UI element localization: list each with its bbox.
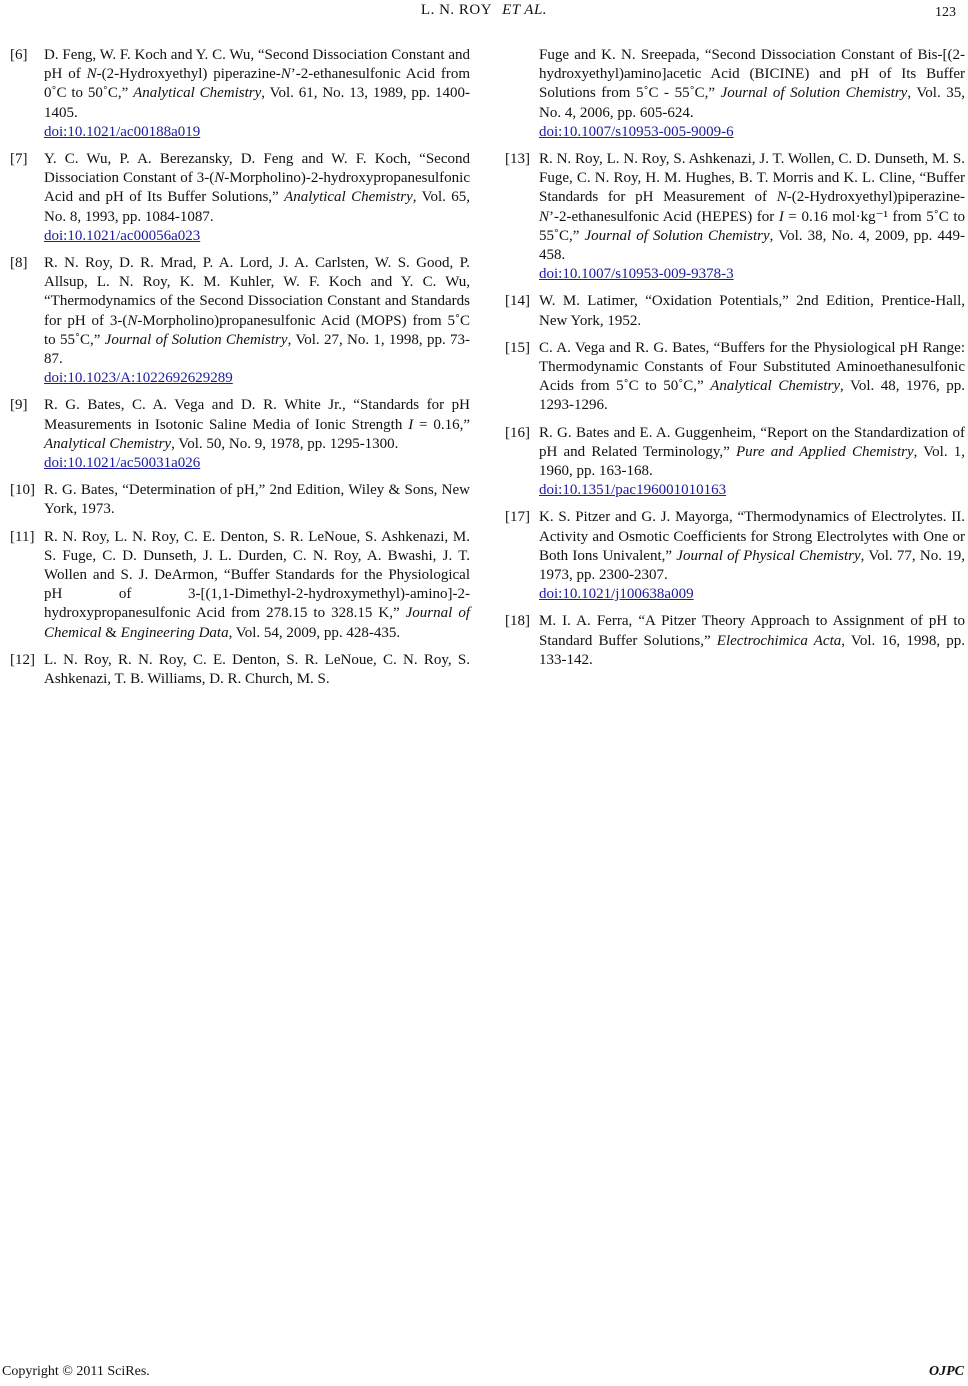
- reference-number: [12]: [10, 651, 35, 668]
- reference-plain-text: , Vol. 50, No. 9, 1978, pp. 1295-1300.: [171, 435, 399, 452]
- reference-plain-text: , Vol. 38, No. 4, 2009, pp. 449-458.: [539, 227, 965, 264]
- reference-entry: [10, 481, 470, 519]
- reference-plain-text: ’-2-ethanesulfonic Acid from 0˚C to 50˚C,”: [44, 66, 471, 102]
- reference-plain-text: -Morpholino)-2-hydroxypropanesulfonic Acid and pH of Its Buffer Solutions,”: [44, 170, 470, 206]
- reference-entry: [505, 46, 965, 142]
- reference-text: [539, 150, 965, 284]
- reference-plain-text: , Vol. 16, 1998, pp. 133-142.: [539, 632, 965, 668]
- running-head: [0, 2, 968, 19]
- reference-plain-text: -Morpholino)propanesulfonic Acid (MOPS) from 5˚C to 55˚C,”: [44, 312, 470, 348]
- reference-plain-text: R. G. Bates and E. A. Guggenheim, “Report on the Standardization of pH and Related Terminology,”: [539, 424, 965, 460]
- reference-text: [44, 46, 470, 142]
- reference-italic-text: Analytical Chemistry: [133, 85, 262, 102]
- reference-plain-text: R. G. Bates, “Determination of pH,” 2nd Edition, Wiley & Sons, New York, 1973.: [44, 482, 470, 518]
- reference-number: [9]: [10, 397, 28, 414]
- doi-link[interactable]: doi:10.1021/j100638a009: [539, 586, 694, 603]
- reference-plain-text: , Vol. 77, No. 19, 1973, pp. 2300-2307.: [539, 547, 965, 584]
- doi-link[interactable]: doi:10.1021/ac50031a026: [44, 455, 201, 472]
- doi-link[interactable]: doi:10.1021/ac00188a019: [44, 123, 201, 140]
- reference-text: [539, 292, 965, 330]
- reference-italic-text: N: [539, 208, 550, 225]
- reference-plain-text: = 0.16 mol·kg⁻¹ from 5˚C to 55˚C,”: [539, 208, 965, 244]
- doi-link[interactable]: doi:10.1007/s10953-005-9009-6: [539, 123, 734, 140]
- reference-plain-text: , Vol. 1, 1960, pp. 163-168.: [539, 443, 965, 480]
- reference-number: [15]: [505, 339, 530, 356]
- reference-plain-text: -(2-Hydroxyethyl)piperazine-: [786, 189, 965, 206]
- reference-italic-text: I: [408, 416, 414, 433]
- page-footer: [2, 1364, 964, 1380]
- reference-plain-text: R. G. Bates, C. A. Vega and D. R. White Jr., “Standards for pH Measurements in Isotonic Saline Media of Ionic Strength: [44, 397, 470, 433]
- reference-text: [44, 254, 470, 388]
- doi-link[interactable]: doi:10.1023/A:1022692629289: [44, 370, 233, 387]
- reference-entry: [505, 339, 965, 416]
- reference-number: [11]: [10, 528, 35, 545]
- reference-number: [10]: [10, 482, 35, 499]
- reference-entry: [10, 651, 470, 689]
- reference-italic-text: Analytical Chemistry: [284, 189, 413, 206]
- reference-plain-text: ’-2-ethanesulfonic Acid (HEPES) for: [549, 208, 779, 225]
- reference-number: [16]: [505, 424, 530, 441]
- copyright-notice: Copyright © 2011 SciRes.: [2, 1364, 150, 1379]
- reference-text: [44, 481, 470, 519]
- reference-italic-text: N: [127, 312, 138, 329]
- reference-entry: [505, 424, 965, 501]
- reference-plain-text: L. N. Roy, R. N. Roy, C. E. Denton, S. R. LeNoue, C. N. Roy, S. Ashkenazi, T. B. Williams, D. R. Church, M. S.: [44, 651, 470, 688]
- reference-plain-text: R. N. Roy, L. N. Roy, S. Ashkenazi, J. T. Wollen, C. D. Dunseth, M. S. Fuge, C. N. Roy, H. M. Hughes, B. T. Morris and K. L. Cline, “Buffer Standards for pH Measurement of: [539, 151, 965, 206]
- reference-italic-text: Journal of Solution Chemistry: [104, 331, 288, 348]
- reference-entry: [505, 292, 965, 330]
- doi-link[interactable]: doi:10.1351/pac196001010163: [539, 482, 727, 499]
- reference-italic-text: Engineering Data: [120, 624, 229, 641]
- reference-plain-text: , Vol. 27, No. 1, 1998, pp. 73-87.: [44, 331, 471, 368]
- reference-plain-text: K. S. Pitzer and G. J. Mayorga, “Thermodynamics of Electrolytes. II. Activity and Osmotic Coefficients for Strong Electrolytes with One or Both Ions Univalent,”: [539, 509, 965, 564]
- reference-italic-text: Analytical Chemistry: [44, 435, 172, 452]
- reference-plain-text: W. M. Latimer, “Oxidation Potentials,” 2nd Edition, Prentice-Hall, New York, 1952.: [539, 293, 965, 329]
- running-head-authors: L. N. ROY: [420, 2, 493, 18]
- reference-entry: [10, 396, 470, 473]
- reference-italic-text: N: [280, 66, 291, 83]
- reference-plain-text: &: [101, 624, 121, 641]
- reference-entry: [10, 254, 470, 388]
- reference-plain-text: M. I. A. Ferra, “A Pitzer Theory Approach to Assignment of pH to Standard Buffer Solutions,”: [539, 613, 965, 649]
- reference-italic-text: Pure and Applied Chemistry: [735, 443, 914, 460]
- reference-number: [18]: [505, 613, 530, 630]
- reference-column-left: [10, 46, 470, 697]
- reference-italic-text: Electrochimica Acta: [716, 632, 842, 649]
- reference-plain-text: , Vol. 48, 1976, pp. 1293-1296.: [539, 378, 966, 414]
- reference-plain-text: Fuge and K. N. Sreepada, “Second Dissociation Constant of Bis-[(2-hydroxyethyl)amino]acetic Acid (BICINE) and pH of Its Buffer Solutions from 5˚C - 55˚C,”: [539, 47, 965, 102]
- reference-number: [17]: [505, 509, 530, 526]
- reference-text: [539, 424, 965, 501]
- reference-text: [44, 651, 470, 689]
- reference-italic-text: Journal of Chemical: [44, 605, 470, 641]
- reference-italic-text: Journal of Solution Chemistry: [720, 85, 908, 102]
- reference-plain-text: R. N. Roy, L. N. Roy, C. E. Denton, S. R. LeNoue, S. Ashkenazi, M. S. Fuge, C. D. Dunseth, J. L. Durden, C. N. Roy, A. Bwashi, J. T. Wollen and S. J. DeArmon, “Buffer Standards for the Physiological pH of 3-[(1,1-Dimethyl-2-hydroxymethyl)-amino]-2-hydroxypropanesulfonic Acid from 278.15 to 328.15 K,”: [44, 528, 470, 622]
- reference-entry: [10, 528, 470, 643]
- reference-plain-text: , Vol. 35, No. 4, 2006, pp. 605-624.: [539, 85, 966, 121]
- doi-link[interactable]: doi:10.1007/s10953-009-9378-3: [539, 266, 734, 283]
- reference-plain-text: D. Feng, W. F. Koch and Y. C. Wu, “Second Dissociation Constant and pH of: [44, 47, 470, 83]
- reference-text: [539, 508, 965, 604]
- page-number: 123: [935, 5, 956, 20]
- reference-number: [8]: [10, 255, 28, 272]
- reference-italic-text: N: [214, 170, 225, 187]
- reference-italic-text: Journal of Solution Chemistry: [584, 227, 770, 244]
- reference-text: [539, 612, 965, 670]
- doi-link[interactable]: doi:10.1021/ac00056a023: [44, 227, 201, 244]
- reference-number: [13]: [505, 151, 530, 168]
- reference-italic-text: N: [86, 66, 97, 83]
- reference-plain-text: -(2-Hydroxyethyl) piperazine-: [96, 66, 281, 83]
- reference-entry: [10, 150, 470, 246]
- reference-italic-text: N: [776, 189, 787, 206]
- reference-number: [7]: [10, 151, 28, 168]
- reference-entry: [505, 150, 965, 284]
- reference-plain-text: , Vol. 54, 2009, pp. 428-435.: [228, 624, 401, 641]
- reference-plain-text: C. A. Vega and R. G. Bates, “Buffers for the Physiological pH Range: Thermodynamic Constants of Four Substituted Aminoethanesulfonic Acids from 5˚C to 50˚C,”: [539, 339, 965, 395]
- running-head-et-al: ET AL.: [502, 2, 548, 18]
- reference-text: [44, 150, 470, 246]
- reference-text: [539, 339, 965, 416]
- reference-plain-text: , Vol. 61, No. 13, 1989, pp. 1400-1405.: [44, 85, 470, 121]
- reference-plain-text: Y. C. Wu, P. A. Berezansky, D. Feng and W. F. Koch, “Second Dissociation Constant of 3-(: [44, 151, 470, 187]
- reference-plain-text: , Vol. 65, No. 8, 1993, pp. 1084-1087.: [44, 189, 470, 225]
- reference-number: [6]: [10, 47, 28, 63]
- reference-entry: [10, 46, 470, 142]
- reference-italic-text: Journal of Physical Chemistry: [676, 547, 861, 564]
- journal-abbreviation: OJPC: [929, 1364, 964, 1379]
- reference-number: [505, 46, 539, 142]
- reference-number: [14]: [505, 293, 530, 310]
- reference-entry: [505, 508, 965, 604]
- reference-plain-text: R. N. Roy, D. R. Mrad, P. A. Lord, J. A. Carlsten, W. S. Good, P. Allsup, L. N. Roy, K. M. Kuhler, W. F. Koch and Y. C. Wu, “Thermodynamics of the Second Dissociation Constant and Standards for pH of 3-(: [44, 255, 470, 329]
- reference-italic-text: I: [778, 208, 784, 225]
- reference-plain-text: = 0.16,”: [413, 416, 470, 433]
- reference-text: [44, 396, 470, 473]
- reference-entry: [505, 612, 965, 670]
- reference-text: [44, 528, 470, 643]
- reference-text: [539, 46, 965, 142]
- reference-italic-text: Analytical Chemistry: [710, 378, 840, 395]
- reference-column-right: [505, 46, 965, 678]
